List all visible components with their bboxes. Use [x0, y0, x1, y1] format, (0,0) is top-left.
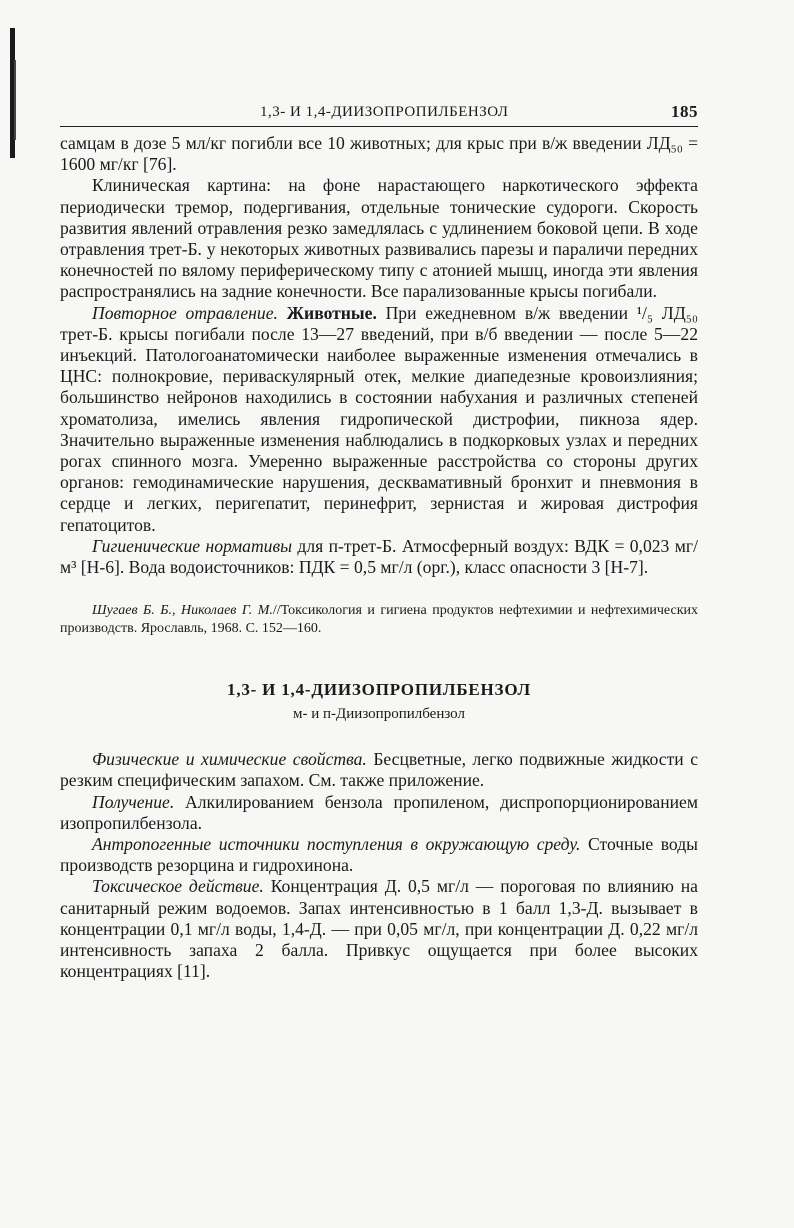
paragraph-toxic-action	[60, 876, 698, 982]
section-title: 1,3- И 1,4-ДИИЗОПРОПИЛБЕНЗОЛ	[227, 680, 531, 700]
section-body	[60, 749, 698, 982]
paragraph-label: Антропогенные источники поступления в окружающую среду.	[92, 834, 581, 855]
paragraph-body: При ежедневном в/ж введении ¹/₅ ЛД₅₀ трет-Б. крысы погибали после 13—27 введений, при в/б введении — после 5—22 инъекций. Патологоанатомически наиболее выраженные изменения отмечались в ЦНС: полнокровие, периваскулярный отек, мелкие диапедезные кровоизлияния; большинство нейронов находились в состоянии набухания и различных степеней хроматолиза, имелись явления гидропической дистрофии, пикноза ядер. Значительно выраженные изменения наблюдались в подкорковых узлах и передних рогах спинного мозга. Умеренно выраженные расстройства со стороны других органов: гемодинамические нарушения, десквамативный бронхит и пневмония в сердце и легких, перигепатит, перинефрит, зернистая и жировая дистрофия гепатоцитов.	[60, 302, 698, 535]
paragraph-label: Токсическое действие.	[92, 876, 264, 897]
section-subtitle: м- и п-Диизопропилбензол	[293, 706, 465, 723]
running-head	[60, 100, 698, 127]
paragraph-continued: самцам в дозе 5 мл/кг погибли все 10 животных; для крыс при в/ж введении ЛД₅₀ = 1600 мг/кг [76].	[60, 133, 698, 175]
reference-note	[60, 602, 698, 638]
paragraph-label: Повторное отравление.	[92, 302, 278, 323]
paragraph-repeated-poisoning	[60, 303, 698, 536]
paragraph-label: Гигиенические нормативы	[92, 535, 292, 556]
paragraph-body: Бесцветные, легко подвижные жидкости с резким специфическим запахом. См. также приложение.	[60, 749, 699, 791]
paragraph-body: Алкилированием бензола пропиленом, диспропорционированием изопропилбензола.	[60, 791, 698, 833]
paragraph-bold-label: Животные.	[286, 302, 377, 323]
paragraph-label: Получение.	[92, 791, 175, 812]
paragraph-production	[60, 792, 698, 834]
main-text	[60, 133, 698, 983]
paragraph-hygiene	[60, 536, 698, 578]
page-number: 185	[671, 102, 698, 121]
paragraph-sources	[60, 834, 698, 876]
scan-edge-mark-thin	[14, 60, 16, 140]
reference-authors: Шугаев Б. Б., Николаев Г. М.	[92, 603, 273, 619]
book-page	[60, 100, 698, 983]
paragraph-body: для п-трет-Б. Атмосферный воздух: ВДК = 0,023 мг/м³ [Н-6]. Вода водоисточников: ПДК = 0,5 мг/л (орг.), класс опасности 3 [Н-7].	[60, 535, 698, 578]
paragraph-clinical: Клиническая картина: на фоне нарастающего наркотического эффекта периодически тремор, подергивания, отдельные тонические судороги. Скорость развития явлений отравления резко замедлялась с удлинением боковой цепи. В ходе отравления трет-Б. у некоторых животных развивались парезы и параличи передних конечностей по вялому периферическому типу с атонией мышц, иногда эти явления распространялись на задние конечности. Все парализованные крысы погибали.	[60, 175, 698, 302]
reference-text: //Токсикология и гигиена продуктов нефтехимии и нефтехимических производств. Ярославль, 1968. С. 152—160.	[60, 603, 698, 637]
paragraph-properties	[60, 749, 698, 791]
paragraph-label: Физические и химические свойства.	[92, 749, 367, 770]
paragraph-body: Концентрация Д. 0,5 мг/л — пороговая по влиянию на санитарный режим водоемов. Запах интенсивностью в 1 балл 1,3-Д. вызывает в концентрации 0,1 мг/л воды, 1,4-Д. — при 0,05 мг/л, при концентрации Д. 0,22 мг/л интенсивность запаха 2 балла. Привкус ощущается при более высоких концентрациях [11].	[60, 876, 698, 982]
running-title: 1,3- И 1,4-ДИИЗОПРОПИЛБЕНЗОЛ	[260, 104, 509, 120]
paragraph-body: Сточные воды производств резорцина и гидрохинона.	[60, 834, 698, 876]
